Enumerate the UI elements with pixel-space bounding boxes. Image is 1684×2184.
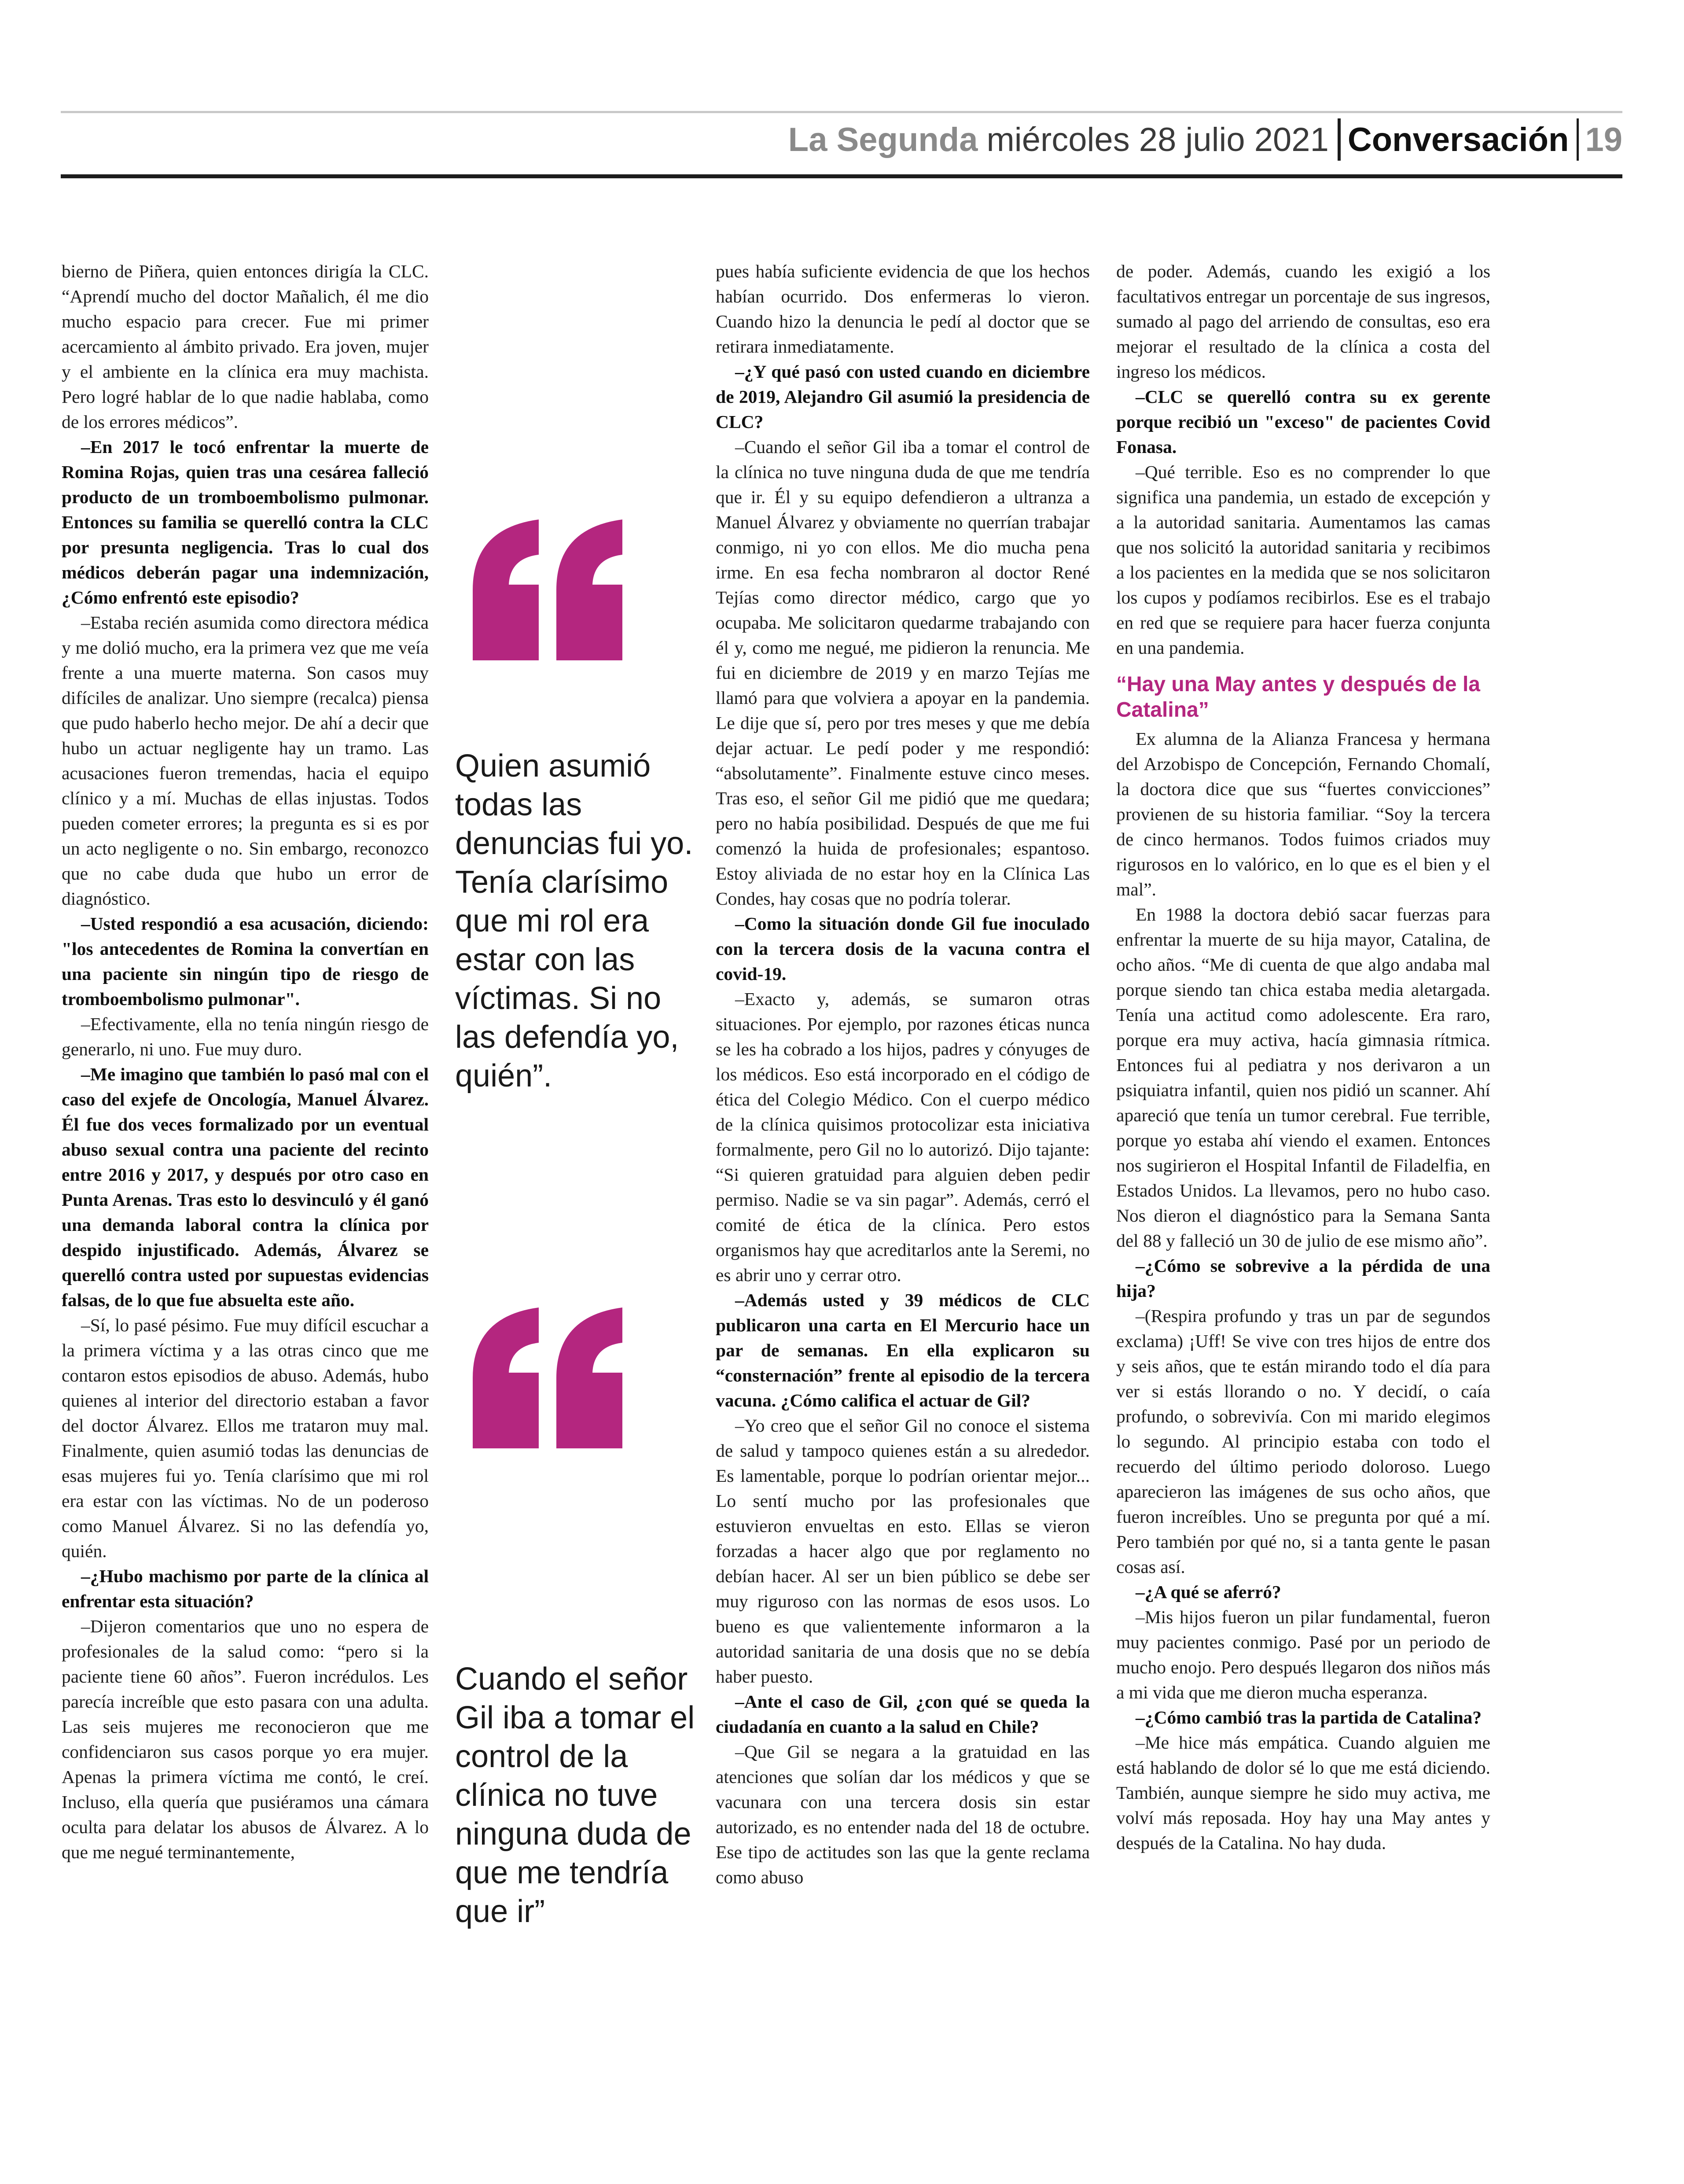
paragraph: –Dijeron comentarios que uno no espera de profesionales de la salud como: “pero si la paciente tiene 60 años”. Fueron incrédulos. Les parecía increíble que esto pasara con una adulta. Las seis mujeres me reconocieron que me confidenciaron sus casos porque yo era mujer. Apenas la primera víctima me contó, le creí. Incluso, ella quería que pusiéramos una cámara oculta para delatar los abusos de Álvarez. A lo que me negué terminantemente, bbox=[62, 1616, 429, 1862]
interview-question: –Usted respondió a esa acusación, diciendo: "los antecedentes de Romina la convertían en una paciente sin ningún tipo de riesgo de tromboembolismo pulmonar". bbox=[62, 913, 429, 1009]
paragraph: –(Respira profundo y tras un par de segundos exclama) ¡Uff! Se vive con tres hijos de entre dos y seis años, que te están mirando todo el día para ver si estás llorando o no. Y decidí, o caía profundo, o sobrevivía. Con mi marido elegimos lo segundo. Al principio estaba con todo el recuerdo del último periodo doloroso. Luego aparecieron las imágenes de sus ocho años, que fueron increíbles. Uno se pregunta por qué a mí. Pero también por qué no, si a tanta gente le pasan cosas así. bbox=[1116, 1306, 1490, 1577]
masthead-divider bbox=[1338, 118, 1341, 161]
paragraph: bierno de Piñera, quien entonces dirigía la CLC. “Aprendí mucho del doctor Mañalich, él me dio mucho espacio para crecer. Fue mi primer acercamiento al ámbito privado. Era joven, mujer y el ambiente en la clínica era muy machista. Pero logré hablar de lo que nadie hablaba, como de los errores médicos”. bbox=[62, 261, 429, 432]
section-name: Conversación bbox=[1347, 121, 1569, 158]
interview-question: –Me imagino que también lo pasó mal con el caso del exjefe de Oncología, Manuel Álvarez. Él fue dos veces formalizado por un eventual abuso sexual contra una paciente del recinto entre 2016 y 2017, y después por otro caso en Punta Arenas. Tras esto lo desvinculó y él ganó una demanda laboral contra la clínica por despido injustificado. Además, Álvarez se querelló contra usted por supuestas evidencias falsas, de lo que fue absuelta este año. bbox=[62, 1064, 429, 1310]
paragraph: –Me hice más empática. Cuando alguien me está hablando de dolor sé lo que me está diciendo. También, aunque siempre he sido muy activa, me volví más reposada. Hoy hay una May antes y después de la Catalina. No hay duda. bbox=[1116, 1732, 1490, 1853]
header-bottom-rule bbox=[61, 174, 1622, 178]
section-subheading: “Hay una May antes y después de la Catalina” bbox=[1116, 673, 1480, 722]
interview-question: –En 2017 le tocó enfrentar la muerte de Romina Rojas, quien tras una cesárea falleció producto de un tromboembolismo pulmonar. Entonces su familia se querelló contra la CLC por presunta negligencia. Tras lo cual dos médicos deberán pagar una indemnización, ¿Cómo enfrentó este episodio? bbox=[62, 437, 429, 608]
paragraph: –Que Gil se negara a la gratuidad en las atenciones que solían dar los médicos y que se vacunara con una tercera dosis sin estar autorizado, es no entender nada del 18 de octubre. Ese tipo de actitudes son las que la gente reclama como abuso bbox=[716, 1742, 1090, 1887]
publication-name: La Segunda bbox=[788, 121, 978, 158]
quote-mark-icon bbox=[455, 1299, 640, 1457]
paragraph: –Yo creo que el señor Gil no conoce el sistema de salud y tampoco quienes están a su alrededor. Es lamentable, porque lo podrían orientar mejor... Lo sentí mucho por las profesionales que estuvieron envueltas en esto. Ellas se vieron forzadas a hacer algo que por reglamento no debían hacer. Al ser un bien público se debe ser muy riguroso con las normas de esos usos. Lo bueno es que valientemente informaron a la autoridad sanitaria de una dosis que no se debía haber puesto. bbox=[716, 1415, 1090, 1687]
pull-quote-text: Quien asumió todas las denuncias fui yo. Tenía clarísimo que mi rol era estar con las víctimas. Si no las defendía yo, quién”. bbox=[455, 748, 693, 1094]
paragraph: –Mis hijos fueron un pilar fundamental, fueron muy pacientes conmigo. Pasé por un periodo de mucho enojo. Pero después llegaron dos niños más a mi vida que me dieron mucha esperanza. bbox=[1116, 1607, 1490, 1702]
article-column-2 bbox=[716, 259, 1090, 1890]
interview-question: –Además usted y 39 médicos de CLC publicaron una carta en El Mercurio hace un par de semanas. En ella explicaron su “consternación” frente al episodio de la tercera vacuna. ¿Cómo califica el actuar de Gil? bbox=[716, 1290, 1090, 1411]
interview-question: –¿Hubo machismo por parte de la clínica al enfrentar esta situación? bbox=[62, 1566, 429, 1611]
page-number: 19 bbox=[1585, 121, 1622, 158]
paragraph: –Qué terrible. Eso es no comprender lo que significa una pandemia, un estado de excepción y a la autoridad sanitaria. Aumentamos las camas que nos solicitó la autoridad sanitaria y recibimos a los pacientes en la medida que se nos solicitaron los cupos y podíamos recibirlos. Ese es el trabajo en red que se requiere para hacer fuerza conjunta en una pandemia. bbox=[1116, 462, 1490, 658]
header-top-rule bbox=[61, 111, 1622, 113]
publication-date: miércoles 28 julio 2021 bbox=[986, 121, 1329, 158]
paragraph: de poder. Además, cuando les exigió a los facultativos entregar un porcentaje de sus ingresos, sumado al pago del arriendo de consultas, eso era mejorar el resultado de la clínica a costa del ingreso los médicos. bbox=[1116, 261, 1490, 382]
article-column-1 bbox=[62, 259, 429, 1865]
paragraph: pues había suficiente evidencia de que los hechos habían ocurrido. Dos enfermeras lo vieron. Cuando hizo la denuncia le pedí al doctor que se retirara inmediatamente. bbox=[716, 261, 1090, 357]
article-column-3 bbox=[1116, 259, 1490, 1856]
masthead-divider bbox=[1577, 118, 1579, 161]
interview-question: –Como la situación donde Gil fue inoculado con la tercera dosis de la vacuna contra el covid-19. bbox=[716, 913, 1090, 984]
interview-question: –¿Cómo se sobrevive a la pérdida de una hija? bbox=[1116, 1256, 1490, 1301]
interview-question: –¿Cómo cambió tras la partida de Catalina? bbox=[1136, 1707, 1482, 1727]
paragraph: –Efectivamente, ella no tenía ningún riesgo de generarlo, ni uno. Fue muy duro. bbox=[62, 1014, 429, 1059]
pull-quote bbox=[455, 1299, 702, 1931]
pull-quote bbox=[455, 511, 702, 1095]
paragraph: –Cuando el señor Gil iba a tomar el control de la clínica no tuve ninguna duda de que me tendría que ir. Él y su equipo defendieron a ultranza a Manuel Álvarez y obviamente no querrían trabajar conmigo, ni yo con ellos. Me dio mucha pena irme. En esa fecha nombraron al doctor René Tejías como director médico, cargo que yo ocupaba. Me solicitaron quedarme trabajando con él y, como me negué, me pidieron la renuncia. Me fui en diciembre de 2019 y en marzo Tejías me llamó para que volviera a apoyar en la pandemia. Le dije que sí, pero por tres meses y que me debía dejar actuar. Le pedí poder y me respondió: “absolutamente”. Finalmente estuve cinco meses. Tras eso, el señor Gil me pidió que me quedara; pero no había posibilidad. Después de que me fui comenzó la huida de profesionales; espantoso. Estoy aliviada de no estar hoy en la Clínica Las Condes, hay cosas que no podría tolerar. bbox=[716, 437, 1090, 909]
pull-quote-text: Cuando el señor Gil iba a tomar el control de la clínica no tuve ninguna duda de que me tendría que ir” bbox=[455, 1661, 695, 1929]
paragraph: En 1988 la doctora debió sacar fuerzas para enfrentar la muerte de su hija mayor, Catalina, de ocho años. “Me di cuenta de que algo andaba mal porque siendo tan chica estaba media aletargada. Tenía una actitud como adolescente. Era raro, porque era muy activa, hacía gimnasia rítmica. Entonces fui al pediatra y nos derivaron a un psiquiatra infantil, quien nos pidió un scanner. Ahí apareció que tenía un tumor cerebral. Fue terrible, porque yo estaba ahí viendo el examen. Entonces nos sugirieron el Hospital Infantil de Filadelfia, en Estados Unidos. La llevamos, pero no hubo caso. Nos dieron el diagnóstico para la Semana Santa del 88 y falleció un 30 de julio de ese mismo año”. bbox=[1116, 904, 1490, 1251]
interview-question: –CLC se querelló contra su ex gerente porque recibió un "exceso" de pacientes Covid Fonasa. bbox=[1116, 387, 1490, 457]
paragraph: –Sí, lo pasé pésimo. Fue muy difícil escuchar a la primera víctima y a las otras cinco que me contaron estos episodios de abuso. Además, hubo quienes al interior del directorio estaban a favor del doctor Álvarez. Ellos me trataron muy mal. Finalmente, quien asumió todas las denuncias de esas mujeres fui yo. Tenía clarísimo que mi rol era estar con las víctimas. No de un poderoso como Manuel Álvarez. Si no las defendía yo, quién. bbox=[62, 1315, 429, 1561]
interview-question: –¿Y qué pasó con usted cuando en diciembre de 2019, Alejandro Gil asumió la presidencia de CLC? bbox=[716, 361, 1090, 432]
paragraph: –Exacto y, además, se sumaron otras situaciones. Por ejemplo, por razones éticas nunca se les ha cobrado a los hijos, padres y cónyuges de los médicos. Eso está incorporado en el código de ética del Colegio Médico. Con el cuerpo médico de la clínica quisimos protocolizar esta iniciativa formalmente, pero Gil no lo autorizó. Dijo tajante: “Si quieren gratuidad para alguien deben pedir permiso. Nadie se va sin pagar”. Además, cerró el comité de ética de la clínica. Pero estos organismos hay que acreditarlos ante la Seremi, no es abrir uno y cerrar otro. bbox=[716, 989, 1090, 1285]
paragraph: Ex alumna de la Alianza Francesa y hermana del Arzobispo de Concepción, Fernando Chomalí, la doctora dice que sus “fuertes convicciones” provienen de su historia familiar. “Soy la tercera de cinco hermanos. Todos fuimos criados muy rigurosos en lo valórico, en lo que es el bien y el mal”. bbox=[1116, 729, 1490, 899]
quote-mark-icon bbox=[455, 511, 640, 669]
interview-question: –Ante el caso de Gil, ¿con qué se queda la ciudadanía en cuanto a la salud en Chile? bbox=[716, 1691, 1090, 1737]
interview-question: –¿A qué se aferró? bbox=[1136, 1582, 1281, 1602]
masthead bbox=[788, 115, 1622, 164]
paragraph: –Estaba recién asumida como directora médica y me dolió mucho, era la primera vez que me veía frente a una muerte materna. Son casos muy difíciles de analizar. Uno siempre (recalca) piensa que pudo haberlo hecho mejor. De ahí a decir que hubo un actuar negligente hay un tramo. Las acusaciones fueron tremendas, hacia el equipo clínico y a mí. Muchas de ellas injustas. Todos pueden cometer errores; la pregunta es si es por un acto negligente o no. Sin embargo, reconozco que no cabe duda que hubo un error de diagnóstico. bbox=[62, 612, 429, 909]
